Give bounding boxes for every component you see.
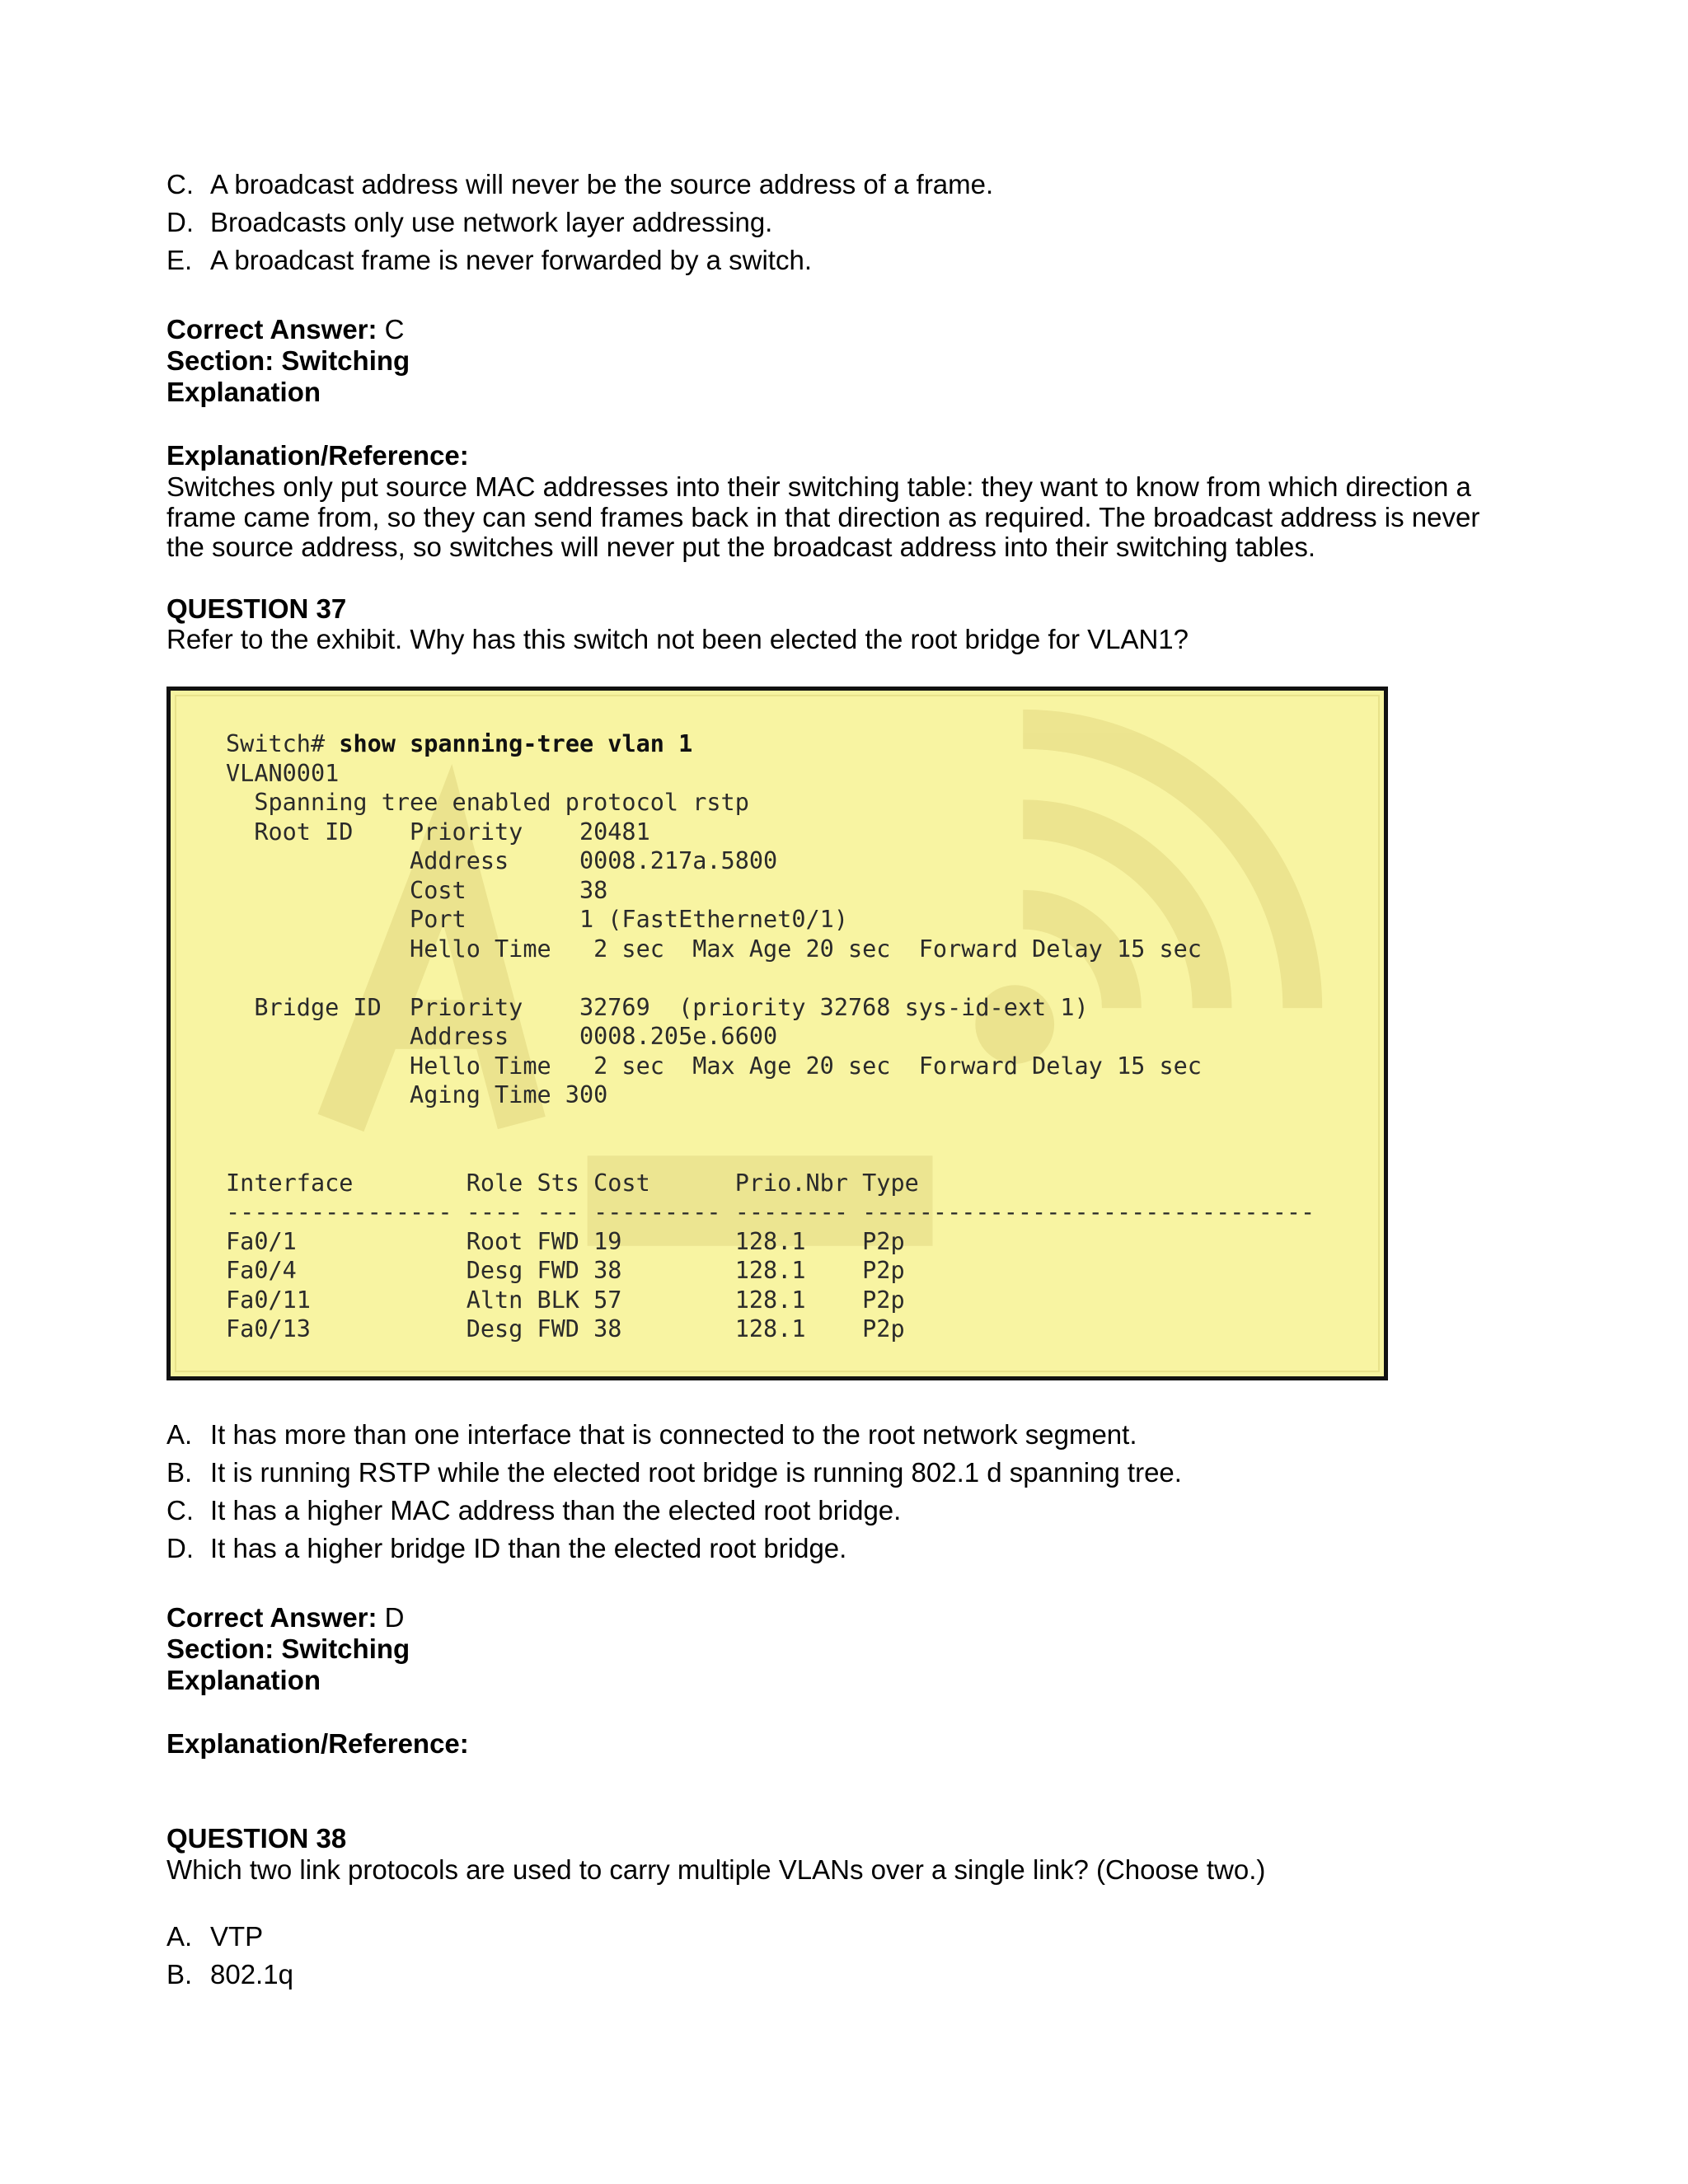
q37-section-label: Section: Switching xyxy=(166,1633,410,1664)
section-label: Section: Switching xyxy=(166,345,410,376)
option-e: E. A broadcast frame is never forwarded by a switch. xyxy=(166,245,812,275)
q37-option-c: C. It has a higher MAC address than the elected root bridge. xyxy=(166,1495,902,1526)
question-37-title: QUESTION 37 xyxy=(166,593,347,624)
correct-answer: Correct Answer: C xyxy=(166,314,405,344)
q37-reference-heading: Explanation/Reference: xyxy=(166,1728,469,1759)
reference-line-1: Switches only put source MAC addresses into their switching table: they want to know from which direction a xyxy=(166,471,1471,502)
explanation-heading: Explanation xyxy=(166,377,321,407)
question-37-prompt: Refer to the exhibit. Why has this switch not been elected the root bridge for VLAN1? xyxy=(166,624,1189,654)
q38-option-a: A. VTP xyxy=(166,1921,264,1952)
reference-line-2: frame came from, so they can send frames back in that direction as required. The broadcast address is never xyxy=(166,502,1480,532)
cli-output: Switch# show spanning-tree vlan 1 VLAN0001 Spanning tree enabled protocol rstp Root ID Priority 20481 Address 0008.217a.5800 Cost 38 Port 1 (FastEthernet0/1) Hello Time 2 sec Max Age 20 sec Forward Delay 15 sec Bridge ID Priority 32769 (priority 32768 sys-id-ext 1) Address 0008.205e.6600 Hello Time 2 sec Max Age 20 sec Forward Delay 15 sec Aging Time 300 Interface Role Sts Cost Prio.Nbr Type ---------------- ---- --- --------- -------- -------------------------------- Fa0/1 Root FWD 19 128.1 P2p Fa0/4 Desg FWD 38 128.1 P2p Fa0/11 Altn BLK 57 128.1 P2p Fa0/13 Desg FWD 38 128.1 P2p xyxy=(226,730,1315,1343)
option-c: C. A broadcast address will never be the source address of a frame. xyxy=(166,169,994,199)
question-38-prompt: Which two link protocols are used to carry multiple VLANs over a single link? (Choose two.) xyxy=(166,1854,1266,1885)
q37-option-b: B. It is running RSTP while the elected root bridge is running 802.1 d spanning tree. xyxy=(166,1457,1182,1488)
q38-option-b: B. 802.1q xyxy=(166,1959,293,1990)
reference-heading: Explanation/Reference: xyxy=(166,440,469,471)
option-d: D. Broadcasts only use network layer addressing. xyxy=(166,207,773,237)
q37-correct-answer: Correct Answer: D xyxy=(166,1602,405,1633)
exhibit-screenshot xyxy=(166,687,1388,1380)
q37-option-a: A. It has more than one interface that is connected to the root network segment. xyxy=(166,1419,1137,1450)
q37-option-d: D. It has a higher bridge ID than the elected root bridge. xyxy=(166,1533,847,1563)
reference-line-3: the source address, so switches will never put the broadcast address into their switching tables. xyxy=(166,532,1316,562)
q37-explanation-heading: Explanation xyxy=(166,1665,321,1695)
question-38-title: QUESTION 38 xyxy=(166,1823,347,1854)
exhibit-background xyxy=(175,695,1380,1372)
